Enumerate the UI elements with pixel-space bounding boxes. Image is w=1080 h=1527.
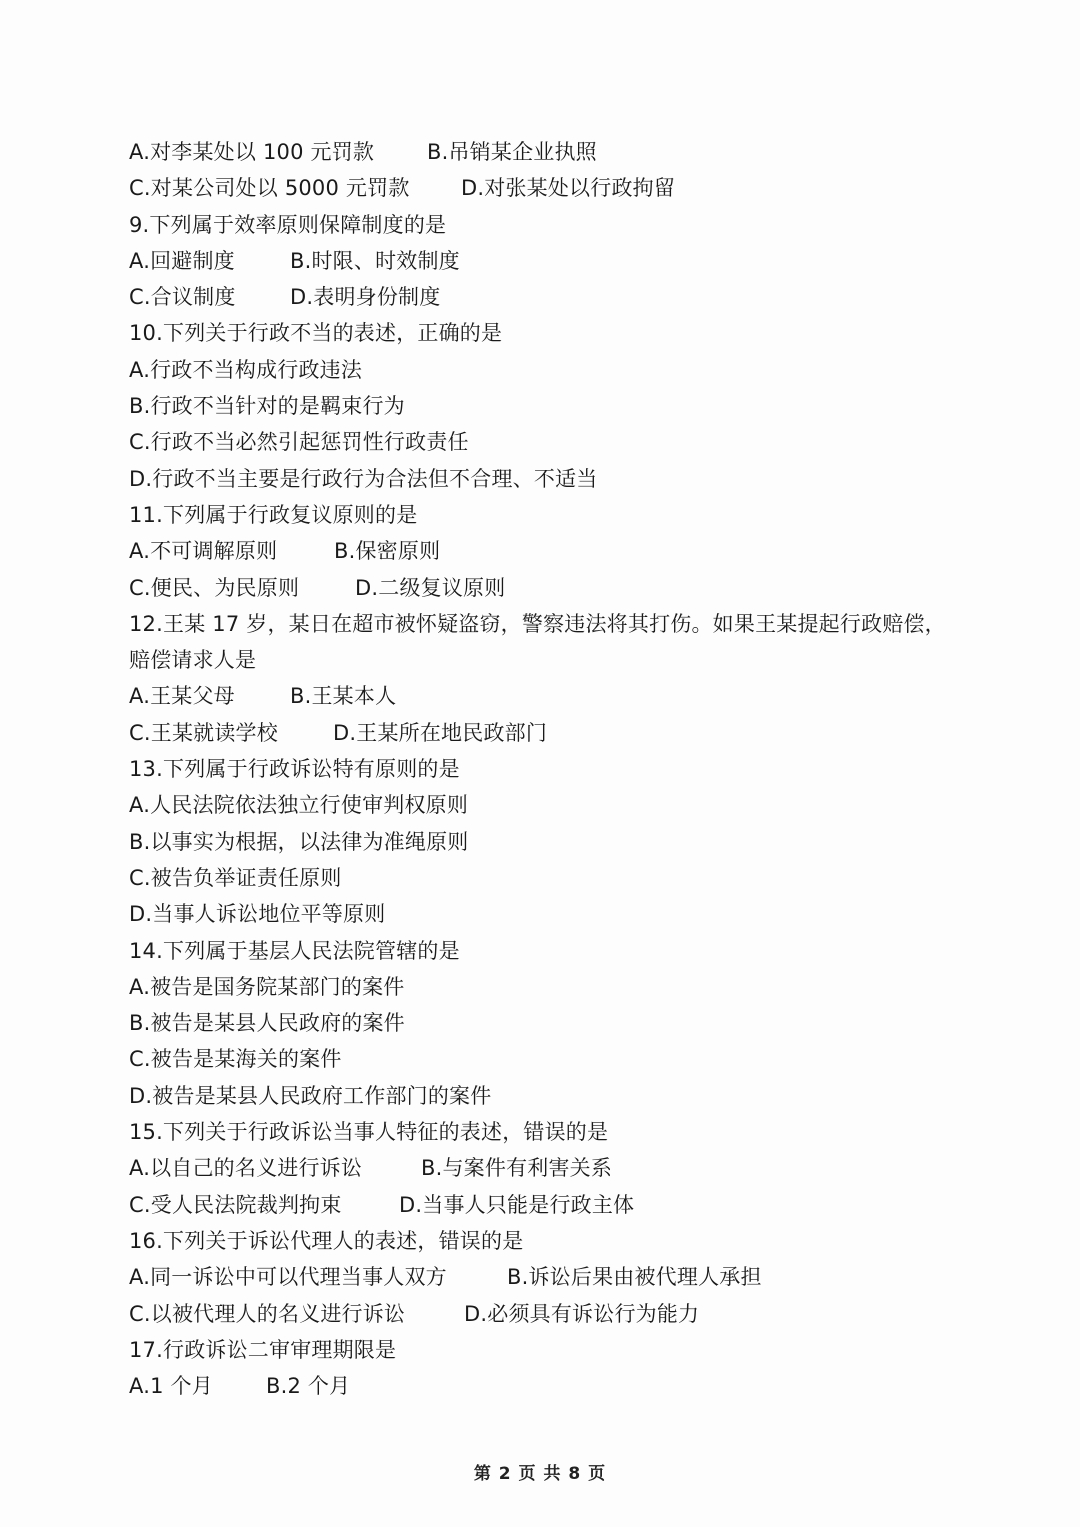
option-c: C.对某公司处以 5000 元罚款 <box>129 176 410 201</box>
options-row <box>129 279 989 315</box>
option-line: B.被告是某县人民政府的案件 <box>129 1011 405 1036</box>
option-b: B.2 个月 <box>266 1374 351 1399</box>
option-line: C.被告负举证责任原则 <box>129 865 342 890</box>
option-a: A.1 个月 <box>129 1374 213 1399</box>
option-b: B.吊销某企业执照 <box>427 140 597 164</box>
options-row <box>129 170 989 206</box>
option-c: C.以被代理人的名义进行诉讼 <box>129 1301 406 1326</box>
question-stem: 17.行政诉讼二审审理期限是 <box>129 1337 397 1362</box>
options-row <box>129 243 989 279</box>
option-d: D.二级复议原则 <box>355 575 506 600</box>
question-stem: 10.下列关于行政不当的表述，正确的是 <box>129 321 503 346</box>
question-list <box>129 134 989 1404</box>
option-line: A.行政不当构成行政违法 <box>129 357 363 382</box>
option-d: D.必须具有诉讼行为能力 <box>464 1301 700 1326</box>
option-line: D.行政不当主要是行政行为合法但不合理、不适当 <box>129 466 598 491</box>
option-c: C.受人民法院裁判拘束 <box>129 1192 342 1217</box>
option-d: D.表明身份制度 <box>290 285 441 310</box>
option-line: B.以事实为根据，以法律为准绳原则 <box>129 829 469 854</box>
option-b: B.诉讼后果由被代理人承担 <box>507 1265 762 1290</box>
question-stem: 15.下列关于行政诉讼当事人特征的表述，错误的是 <box>129 1120 609 1145</box>
option-line: D.当事人诉讼地位平等原则 <box>129 902 386 927</box>
option-line: C.被告是某海关的案件 <box>129 1047 342 1072</box>
option-d: D.当事人只能是行政主体 <box>399 1192 635 1217</box>
options-row <box>129 1296 989 1332</box>
option-line: D.被告是某县人民政府工作部门的案件 <box>129 1083 492 1108</box>
option-d: D.王某所在地民政部门 <box>333 720 548 745</box>
page-number-footer: 第 2 页 共 8 页 <box>473 1464 607 1484</box>
option-a: A.以自己的名义进行诉讼 <box>129 1156 363 1181</box>
option-c: C.便民、为民原则 <box>129 575 300 600</box>
option-c: C.合议制度 <box>129 285 236 310</box>
question-stem: 14.下列属于基层人民法院管辖的是 <box>129 938 460 963</box>
option-c: C.王某就读学校 <box>129 720 278 745</box>
option-b: B.王某本人 <box>290 684 397 709</box>
options-row <box>129 570 989 606</box>
options-row <box>129 1150 989 1186</box>
question-stem: 12.王某 17 岁，某日在超市被怀疑盗窃，警察违法将其打伤。如果王某提起行政赔偿， <box>129 611 946 636</box>
options-row <box>129 715 989 751</box>
question-stem: 9.下列属于效率原则保障制度的是 <box>129 212 447 237</box>
options-row <box>129 533 989 569</box>
question-stem: 16.下列关于诉讼代理人的表述，错误的是 <box>129 1228 524 1253</box>
option-line: B.行政不当针对的是羁束行为 <box>129 394 405 419</box>
option-d: D.对张某处以行政拘留 <box>461 176 676 201</box>
option-line: C.行政不当必然引起惩罚性行政责任 <box>129 430 469 455</box>
question-stem-continued: 赔偿请求人是 <box>129 648 257 673</box>
options-row <box>129 1187 989 1223</box>
option-b: B.保密原则 <box>334 539 441 564</box>
option-a: A.回避制度 <box>129 248 235 273</box>
option-b: B.时限、时效制度 <box>290 248 460 273</box>
option-b: B.与案件有利害关系 <box>421 1156 613 1181</box>
option-line: A.人民法院依法独立行使审判权原则 <box>129 793 469 818</box>
option-a: A.王某父母 <box>129 684 235 709</box>
option-a: A.不可调解原则 <box>129 539 278 564</box>
option-a: A.对李某处以 100 元罚款 <box>129 140 375 164</box>
question-stem: 13.下列属于行政诉讼特有原则的是 <box>129 757 460 782</box>
question-stem: 11.下列属于行政复议原则的是 <box>129 502 418 527</box>
option-a: A.同一诉讼中可以代理当事人双方 <box>129 1265 447 1290</box>
options-row <box>129 134 989 170</box>
option-line: A.被告是国务院某部门的案件 <box>129 974 405 999</box>
options-row <box>129 678 989 714</box>
options-row <box>129 1259 989 1295</box>
options-row <box>129 1368 989 1404</box>
